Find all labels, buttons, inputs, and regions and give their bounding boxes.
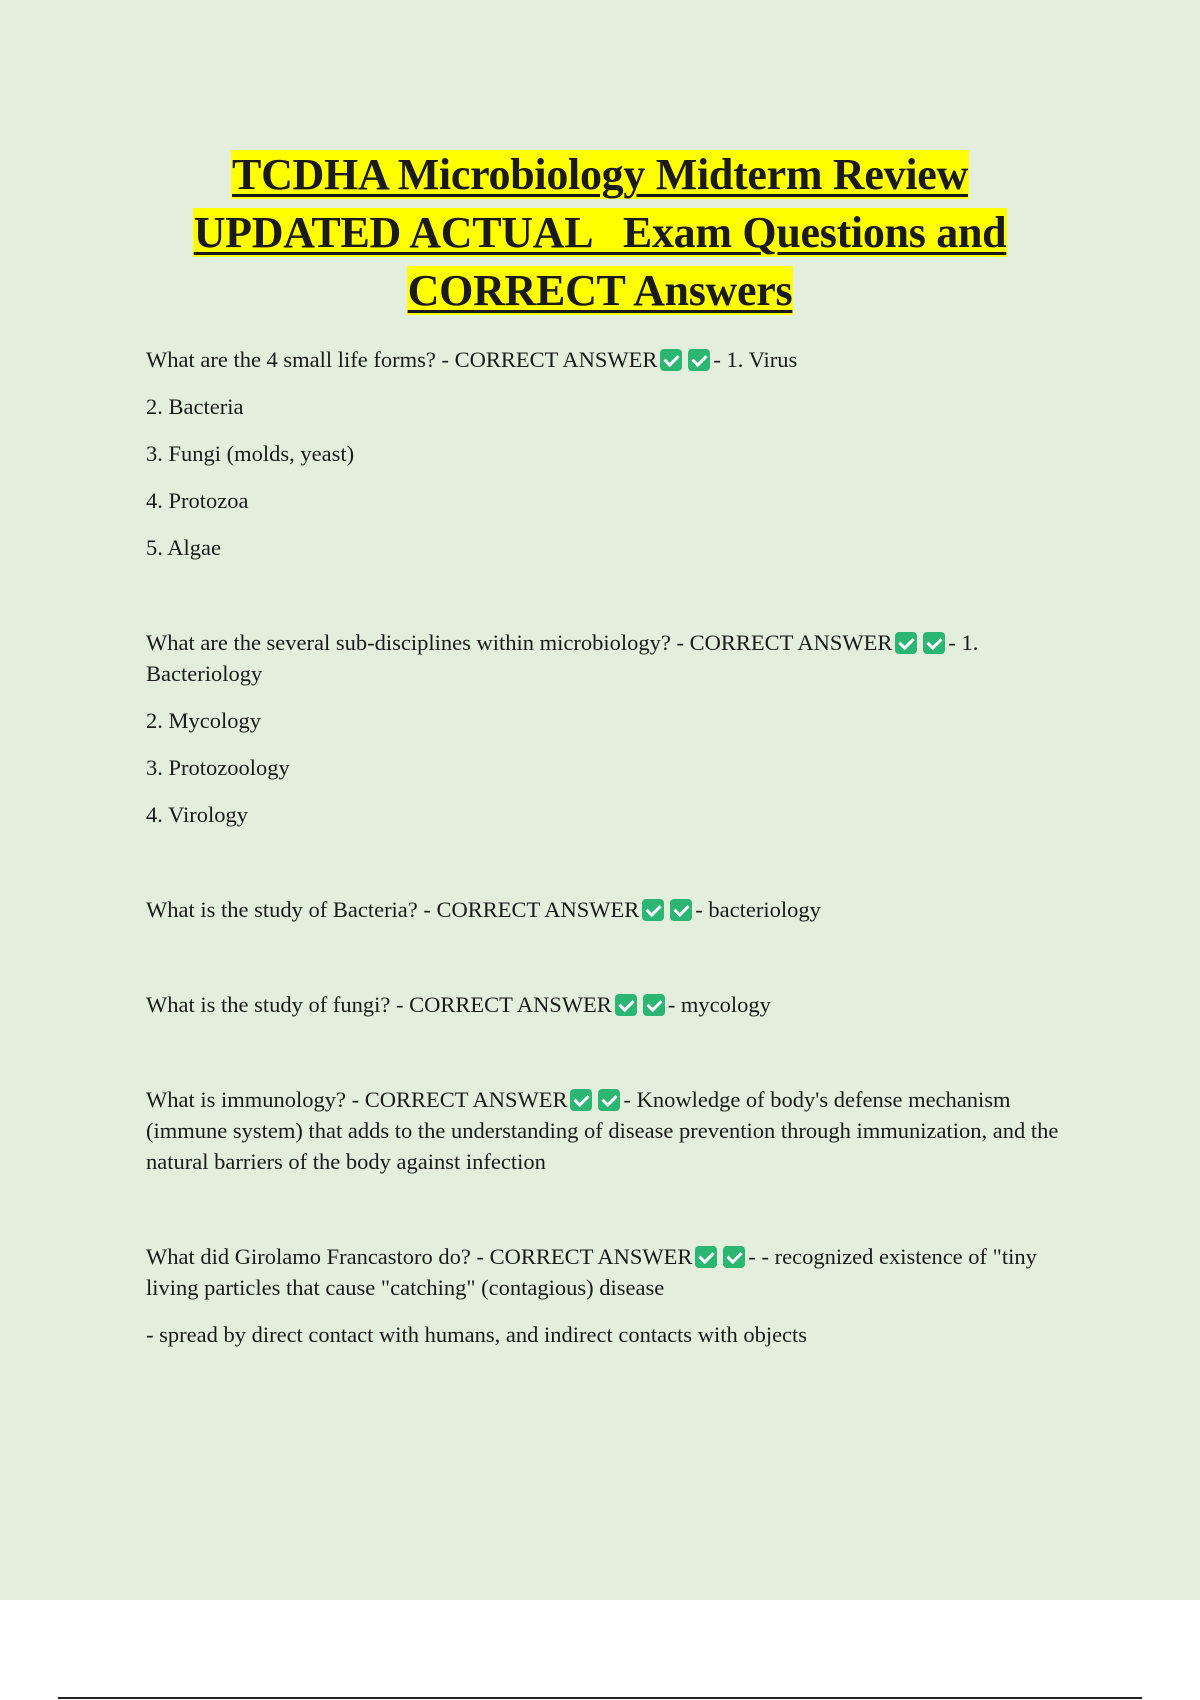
check-mark-icon (570, 1089, 592, 1111)
qa-item (146, 1241, 1086, 1350)
question-text: What are the several sub-disciplines within microbiology? (146, 630, 671, 655)
qa-question-line (146, 894, 1086, 925)
question-text: What is the study of fungi? (146, 992, 391, 1017)
check-mark-icon (660, 349, 682, 371)
answer-marker: - CORRECT ANSWER (441, 347, 658, 372)
answer-line: 2. Bacteria (146, 394, 244, 419)
title-line-1: TCDHA Microbiology Midterm Review (232, 150, 968, 199)
answer-marker: - CORRECT ANSWER (423, 897, 640, 922)
check-mark-icon (688, 349, 710, 371)
check-mark-icon (642, 899, 664, 921)
answer-line: 3. Protozoology (146, 755, 290, 780)
qa-question-line (146, 344, 1086, 375)
answer-line: 3. Fungi (molds, yeast) (146, 441, 355, 466)
answer-text: - bacteriology (695, 897, 821, 922)
answer-line: 4. Protozoa (146, 488, 249, 513)
answer-line: 5. Algae (146, 535, 221, 560)
answer-line: - spread by direct contact with humans, and indirect contacts with objects (146, 1322, 808, 1347)
check-mark-icon (723, 1246, 745, 1268)
answer-marker: - CORRECT ANSWER (395, 992, 612, 1017)
qa-list (146, 344, 1086, 1366)
question-text: What is immunology? (146, 1087, 346, 1112)
qa-question-line (146, 1241, 1086, 1303)
document-title (110, 146, 1090, 320)
answer-text: - mycology (667, 992, 771, 1017)
question-text: What is the study of Bacteria? (146, 897, 418, 922)
check-mark-icon (695, 1246, 717, 1268)
answer-marker: - CORRECT ANSWER (476, 1244, 693, 1269)
check-mark-icon (598, 1089, 620, 1111)
footer-divider (58, 1697, 1142, 1699)
question-text: What did Girolamo Francastoro do? (146, 1244, 471, 1269)
qa-item (146, 894, 1086, 925)
title-line-3: CORRECT Answers (407, 266, 793, 315)
question-text: What are the 4 small life forms? (146, 347, 436, 372)
qa-item (146, 989, 1086, 1020)
qa-item (146, 344, 1086, 563)
check-mark-icon (895, 632, 917, 654)
answer-text: - Knowledge of body's defense mechanism (immune system) that adds to the understanding of disease prevention through immunization, and the natural barriers of the body against infection (146, 1087, 1059, 1174)
answer-line: 2. Mycology (146, 708, 261, 733)
answer-line: 4. Virology (146, 802, 248, 827)
qa-question-line (146, 627, 1086, 689)
check-mark-icon (670, 899, 692, 921)
check-mark-icon (643, 994, 665, 1016)
qa-question-line (146, 989, 1086, 1020)
qa-item (146, 627, 1086, 830)
qa-question-line (146, 1084, 1086, 1177)
check-mark-icon (923, 632, 945, 654)
answer-marker: - CORRECT ANSWER (351, 1087, 568, 1112)
title-line-2: UPDATED ACTUAL Exam Questions and (193, 208, 1007, 257)
answer-text: - 1. Virus (713, 347, 798, 372)
answer-text: - 1. Bacteriology (146, 630, 979, 686)
check-mark-icon (615, 994, 637, 1016)
answer-marker: - CORRECT ANSWER (676, 630, 893, 655)
qa-item (146, 1084, 1086, 1177)
answer-text: - - recognized existence of "tiny living particles that cause "catching" (contagious) disease (146, 1244, 1037, 1300)
